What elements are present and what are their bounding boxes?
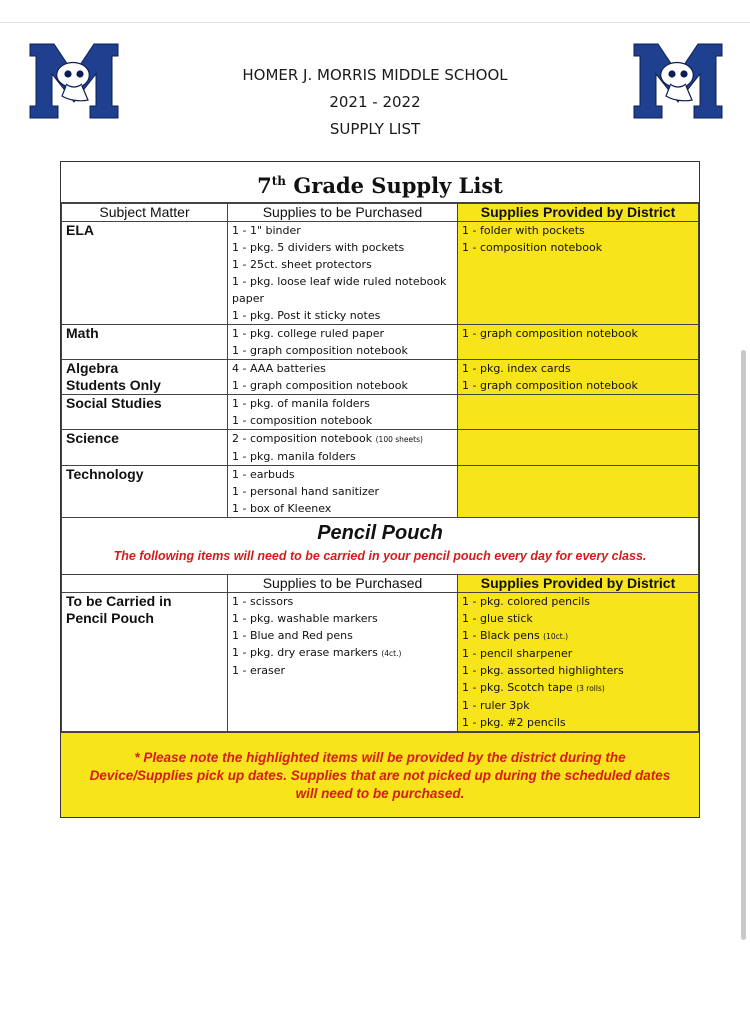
list-item: 4 - AAA batteries: [232, 362, 326, 375]
list-item: Pencil Pouch: [66, 610, 154, 626]
subject-cell: [62, 430, 228, 466]
pencil-pouch-section: [61, 518, 699, 574]
list-item: 1 - pkg. Post it sticky notes: [232, 309, 381, 322]
school-logo-left: [28, 40, 120, 120]
list-item: 1 - pkg. assorted highlighters: [462, 664, 624, 677]
school-name: HOMER J. MORRIS MIDDLE SCHOOL: [242, 66, 508, 84]
table-row: [62, 466, 699, 518]
table-header-row: [62, 204, 699, 222]
purchase-cell: [228, 360, 458, 395]
list-item: 1 - pkg. Scotch tape (3 rolls): [462, 681, 605, 694]
pouch-subject: [62, 593, 228, 732]
grade-title: 7th Grade Supply List: [61, 162, 699, 203]
list-item: 1 - pkg. index cards: [462, 362, 571, 375]
list-item: 1 - 25ct. sheet protectors: [232, 258, 372, 271]
list-item: 1 - box of Kleenex: [232, 502, 332, 515]
list-item: 1 - scissors: [232, 595, 294, 608]
provided-cell: [458, 222, 699, 325]
list-item: 1 - pkg. college ruled paper: [232, 327, 384, 340]
table-row: [62, 325, 699, 360]
col-provided: Supplies Provided by District: [458, 204, 699, 222]
subject-cell: [62, 466, 228, 518]
list-item: 1 - composition notebook: [232, 414, 373, 427]
list-item: 1 - earbuds: [232, 468, 295, 481]
list-item: 1 - folder with pockets: [462, 224, 585, 237]
list-item: 1 - pencil sharpener: [462, 647, 573, 660]
list-item: 1 - personal hand sanitizer: [232, 485, 380, 498]
list-item: 1 - graph composition notebook: [232, 344, 408, 357]
col-subject: Subject Matter: [62, 204, 228, 222]
subject-cell: [62, 325, 228, 360]
top-divider: [0, 22, 750, 23]
col-purchase: Supplies to be Purchased: [228, 204, 458, 222]
list-item: 1 - eraser: [232, 664, 286, 677]
purchase-cell: [228, 325, 458, 360]
subject-cell: [62, 222, 228, 325]
list-item: 1 - pkg. colored pencils: [462, 595, 590, 608]
pouch-col-purchase: Supplies to be Purchased: [228, 575, 458, 593]
purchase-cell: [228, 395, 458, 430]
provided-cell: [458, 360, 699, 395]
table-row: [62, 222, 699, 325]
list-item: Students Only: [66, 377, 161, 393]
supply-table: [61, 203, 699, 518]
list-item: 1 - composition notebook: [462, 241, 603, 254]
scrollbar[interactable]: [741, 350, 746, 940]
footer-note: * Please note the highlighted items will be provided by the district during the Device/Supplies pick up dates. Supplies that are not picked up during the scheduled dates will need to be purchased.: [61, 732, 699, 817]
provided-cell: [458, 430, 699, 466]
list-item: 2 - composition notebook (100 sheets): [232, 432, 423, 445]
list-item: Social Studies: [66, 395, 162, 411]
list-item: 1 - pkg. washable markers: [232, 612, 378, 625]
list-item: 1 - graph composition notebook: [462, 379, 638, 392]
provided-cell: [458, 395, 699, 430]
purchase-cell: [228, 466, 458, 518]
school-year: 2021 - 2022: [329, 93, 421, 111]
pencil-pouch-note: The following items will need to be carried in your pencil pouch every day for every class.: [113, 549, 647, 563]
provided-cell: [458, 466, 699, 518]
pencil-pouch-title: Pencil Pouch: [317, 522, 443, 544]
table-row: [62, 593, 699, 732]
list-title: SUPPLY LIST: [329, 120, 421, 138]
purchase-cell: [228, 430, 458, 466]
pouch-purchase: [228, 593, 458, 732]
pouch-table: [61, 574, 699, 732]
purchase-cell: [228, 222, 458, 325]
list-item: 1 - 1" binder: [232, 224, 301, 237]
list-item: 1 - pkg. #2 pencils: [462, 716, 566, 729]
list-item: 1 - graph composition notebook: [462, 327, 638, 340]
list-item: 1 - Blue and Red pens: [232, 629, 353, 642]
subject-cell: [62, 395, 228, 430]
list-item: 1 - pkg. of manila folders: [232, 397, 370, 410]
list-item: Math: [66, 325, 99, 341]
list-item: Science: [66, 430, 119, 446]
list-item: Technology: [66, 466, 144, 482]
list-item: Algebra: [66, 360, 119, 376]
pouch-col-provided: Supplies Provided by District: [458, 575, 699, 593]
table-row: [62, 395, 699, 430]
list-item: 1 - ruler 3pk: [462, 699, 530, 712]
provided-cell: [458, 325, 699, 360]
list-item: 1 - pkg. loose leaf wide ruled notebook paper: [232, 275, 447, 305]
pouch-header-row: [62, 575, 699, 593]
pouch-col-blank: [62, 575, 228, 593]
list-item: 1 - glue stick: [462, 612, 533, 625]
list-item: ELA: [66, 222, 94, 238]
table-row: [62, 430, 699, 466]
school-logo-right: [632, 40, 724, 120]
table-row: [62, 360, 699, 395]
list-item: 1 - pkg. manila folders: [232, 450, 356, 463]
list-item: 1 - pkg. 5 dividers with pockets: [232, 241, 405, 254]
list-item: To be Carried in: [66, 593, 172, 609]
subject-cell: [62, 360, 228, 395]
list-item: 1 - graph composition notebook: [232, 379, 408, 392]
page-header: [150, 62, 600, 143]
supply-sheet: [60, 161, 700, 818]
list-item: 1 - pkg. dry erase markers (4ct.): [232, 646, 402, 659]
pouch-provided: [458, 593, 699, 732]
list-item: 1 - Black pens (10ct.): [462, 629, 569, 642]
